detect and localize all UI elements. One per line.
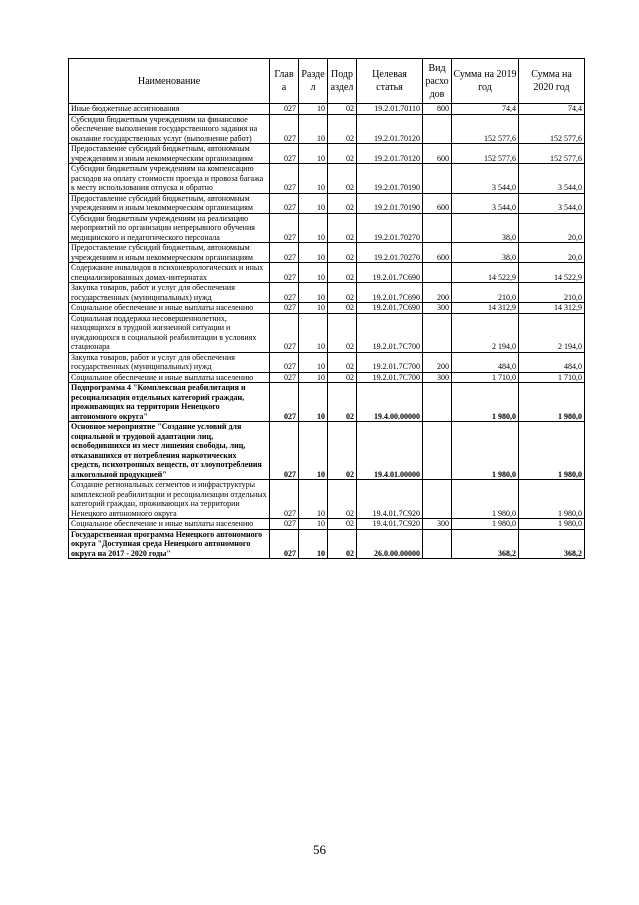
cell-sum-2019: 14 312,9 [452, 303, 519, 314]
table-row [69, 114, 585, 144]
cell-podrazdel: 02 [328, 529, 357, 559]
header-razdel: Разде л [299, 59, 328, 104]
cell-glava: 027 [270, 313, 299, 352]
cell-vid: 200 [423, 283, 452, 303]
cell-target: 19.2.01.7С700 [357, 372, 423, 383]
cell-name: Иные бюджетные ассигнования [69, 104, 270, 115]
cell-target: 19.2.01.70270 [357, 243, 423, 263]
cell-sum-2020: 1 980,0 [519, 383, 585, 422]
cell-glava: 027 [270, 529, 299, 559]
cell-glava: 027 [270, 243, 299, 263]
cell-razdel: 10 [299, 383, 328, 422]
cell-sum-2019: 14 522,9 [452, 263, 519, 283]
cell-target: 19.2.01.7С700 [357, 352, 423, 372]
cell-sum-2019: 1 980,0 [452, 519, 519, 530]
cell-vid [423, 313, 452, 352]
cell-sum-2019: 1 980,0 [452, 383, 519, 422]
cell-target: 19.2.01.7С690 [357, 303, 423, 314]
header-vid: Вид расхо дов [423, 59, 452, 104]
cell-razdel: 10 [299, 519, 328, 530]
cell-razdel: 10 [299, 263, 328, 283]
cell-name: Субсидии бюджетным учреждениям на реализацию мероприятий по организации непрерывного обучения медицинского и педагогического персонала [69, 213, 270, 243]
cell-glava: 027 [270, 352, 299, 372]
header-podrazdel: Подр аздел [328, 59, 357, 104]
cell-target: 19.2.01.70190 [357, 164, 423, 194]
cell-podrazdel: 02 [328, 519, 357, 530]
cell-target: 19.2.01.70120 [357, 144, 423, 164]
table-row [69, 164, 585, 194]
cell-razdel: 10 [299, 144, 328, 164]
cell-sum-2019: 368,2 [452, 529, 519, 559]
cell-sum-2020: 368,2 [519, 529, 585, 559]
cell-sum-2019: 74,4 [452, 104, 519, 115]
table-row [69, 144, 585, 164]
cell-target: 19.2.01.70120 [357, 114, 423, 144]
cell-name: Государственная программа Ненецкого автономного округа "Доступная среда Ненецкого автономного округа на 2017 - 2020 годы" [69, 529, 270, 559]
cell-vid: 600 [423, 193, 452, 213]
cell-name: Социальное обеспечение и иные выплаты населению [69, 372, 270, 383]
cell-vid: 800 [423, 104, 452, 115]
cell-sum-2020: 1 710,0 [519, 372, 585, 383]
cell-podrazdel: 02 [328, 480, 357, 519]
cell-name: Социальное обеспечение и иные выплаты населению [69, 303, 270, 314]
cell-glava: 027 [270, 114, 299, 144]
cell-name: Предоставление субсидий бюджетным, автономным учреждениям и иным некоммерческим организациям [69, 144, 270, 164]
table-row [69, 372, 585, 383]
cell-sum-2019: 1 980,0 [452, 422, 519, 480]
cell-podrazdel: 02 [328, 383, 357, 422]
cell-glava: 027 [270, 480, 299, 519]
header-glava: Глав а [270, 59, 299, 104]
cell-name: Предоставление субсидий бюджетным, автономным учреждениям и иным некоммерческим организациям [69, 243, 270, 263]
table-row [69, 480, 585, 519]
table-row [69, 263, 585, 283]
cell-name: Субсидии бюджетным учреждениям на компенсацию расходов на оплату стоимости проезда и провоза багажа к месту использования отпуска и обратно [69, 164, 270, 194]
cell-sum-2020: 1 980,0 [519, 519, 585, 530]
cell-sum-2020: 484,0 [519, 352, 585, 372]
cell-sum-2020: 74,4 [519, 104, 585, 115]
cell-name: Социальная поддержка несовершеннолетних, находящихся в трудной жизненной ситуации и нуждающихся в социальной реабилитации в условиях стационара [69, 313, 270, 352]
cell-vid: 300 [423, 372, 452, 383]
cell-vid [423, 114, 452, 144]
cell-sum-2020: 3 544,0 [519, 193, 585, 213]
cell-podrazdel: 02 [328, 193, 357, 213]
cell-podrazdel: 02 [328, 303, 357, 314]
cell-name: Социальное обеспечение и иные выплаты населению [69, 519, 270, 530]
cell-sum-2020: 2 194,0 [519, 313, 585, 352]
cell-glava: 027 [270, 383, 299, 422]
cell-razdel: 10 [299, 213, 328, 243]
cell-name: Создание региональных сегментов и инфраструктуры комплексной реабилитации и ресоциализации отдельных категорий граждан, проживающих на территории Ненецкого автономного округа [69, 480, 270, 519]
cell-sum-2020: 1 980,0 [519, 422, 585, 480]
table-row [69, 519, 585, 530]
cell-glava: 027 [270, 193, 299, 213]
cell-target: 19.4.00.00000 [357, 383, 423, 422]
page-number: 56 [313, 842, 326, 857]
cell-target: 19.2.01.70190 [357, 193, 423, 213]
cell-sum-2020: 14 522,9 [519, 263, 585, 283]
cell-podrazdel: 02 [328, 372, 357, 383]
cell-razdel: 10 [299, 243, 328, 263]
cell-glava: 027 [270, 213, 299, 243]
table-row [69, 193, 585, 213]
cell-podrazdel: 02 [328, 352, 357, 372]
cell-sum-2019: 484,0 [452, 352, 519, 372]
cell-sum-2020: 1 980,0 [519, 480, 585, 519]
cell-razdel: 10 [299, 283, 328, 303]
cell-name: Закупка товаров, работ и услуг для обеспечения государственных (муниципальных) нужд [69, 283, 270, 303]
cell-glava: 027 [270, 422, 299, 480]
cell-razdel: 10 [299, 372, 328, 383]
cell-sum-2020: 3 544,0 [519, 164, 585, 194]
cell-podrazdel: 02 [328, 164, 357, 194]
cell-name: Содержание инвалидов в психоневрологических и иных специализированных домах-интернатах [69, 263, 270, 283]
cell-sum-2020: 152 577,6 [519, 114, 585, 144]
cell-name: Закупка товаров, работ и услуг для обеспечения государственных (муниципальных) нужд [69, 352, 270, 372]
cell-target: 19.2.01.70270 [357, 213, 423, 243]
cell-vid [423, 383, 452, 422]
table-row [69, 383, 585, 422]
table-row [69, 303, 585, 314]
cell-podrazdel: 02 [328, 213, 357, 243]
cell-name: Подпрограмма 4 "Комплексная реабилитация и ресоциализация отдельных категорий граждан, проживающих на территории Ненецкого автономного округа" [69, 383, 270, 422]
cell-name: Предоставление субсидий бюджетным, автономным учреждениям и иным некоммерческим организациям [69, 193, 270, 213]
table-row [69, 104, 585, 115]
cell-target: 19.2.01.7С690 [357, 263, 423, 283]
cell-vid: 200 [423, 352, 452, 372]
cell-razdel: 10 [299, 303, 328, 314]
cell-sum-2020: 152 577,6 [519, 144, 585, 164]
cell-target: 19.4.01.7С920 [357, 480, 423, 519]
cell-razdel: 10 [299, 114, 328, 144]
cell-glava: 027 [270, 283, 299, 303]
table-row [69, 213, 585, 243]
cell-target: 19.4.01.00000 [357, 422, 423, 480]
cell-sum-2019: 1 710,0 [452, 372, 519, 383]
cell-vid [423, 263, 452, 283]
cell-razdel: 10 [299, 529, 328, 559]
cell-target: 26.0.00.00000 [357, 529, 423, 559]
cell-sum-2020: 210,0 [519, 283, 585, 303]
cell-glava: 027 [270, 372, 299, 383]
cell-razdel: 10 [299, 422, 328, 480]
cell-target: 19.2.01.7С690 [357, 283, 423, 303]
cell-vid [423, 529, 452, 559]
cell-vid: 300 [423, 303, 452, 314]
cell-sum-2019: 210,0 [452, 283, 519, 303]
cell-sum-2019: 152 577,6 [452, 144, 519, 164]
cell-sum-2020: 20,0 [519, 243, 585, 263]
cell-name: Субсидии бюджетным учреждениям на финансовое обеспечение выполнения государственного задания на оказание государственных услуг (выполнение работ) [69, 114, 270, 144]
cell-podrazdel: 02 [328, 144, 357, 164]
header-target: Целевая статья [357, 59, 423, 104]
table-header-row [69, 59, 585, 104]
cell-sum-2019: 3 544,0 [452, 193, 519, 213]
table-body [69, 104, 585, 559]
cell-name: Основное мероприятие "Создание условий для социальной и трудовой адаптации лиц, освободившихся из мест лишения свободы, лиц, отказавшихся от потребления наркотических средств, психотропных веществ, от злоупотребления алкогольной продукцией" [69, 422, 270, 480]
cell-sum-2019: 152 577,6 [452, 114, 519, 144]
budget-table [68, 58, 585, 559]
cell-sum-2019: 38,0 [452, 213, 519, 243]
table-row [69, 529, 585, 559]
header-sum-2019: Сумма на 2019 год [452, 59, 519, 104]
cell-glava: 027 [270, 263, 299, 283]
cell-sum-2019: 2 194,0 [452, 313, 519, 352]
cell-podrazdel: 02 [328, 104, 357, 115]
cell-podrazdel: 02 [328, 263, 357, 283]
cell-glava: 027 [270, 519, 299, 530]
cell-sum-2019: 3 544,0 [452, 164, 519, 194]
cell-razdel: 10 [299, 313, 328, 352]
table-row [69, 283, 585, 303]
cell-vid: 600 [423, 243, 452, 263]
cell-glava: 027 [270, 104, 299, 115]
header-sum-2020: Сумма на 2020 год [519, 59, 585, 104]
cell-razdel: 10 [299, 164, 328, 194]
cell-glava: 027 [270, 303, 299, 314]
cell-sum-2019: 38,0 [452, 243, 519, 263]
cell-glava: 027 [270, 164, 299, 194]
cell-sum-2019: 1 980,0 [452, 480, 519, 519]
cell-vid [423, 164, 452, 194]
cell-sum-2020: 20,0 [519, 213, 585, 243]
cell-razdel: 10 [299, 193, 328, 213]
table-row [69, 243, 585, 263]
cell-podrazdel: 02 [328, 313, 357, 352]
cell-razdel: 10 [299, 352, 328, 372]
cell-podrazdel: 02 [328, 243, 357, 263]
cell-vid: 600 [423, 144, 452, 164]
cell-vid: 300 [423, 519, 452, 530]
cell-target: 19.4.01.7С920 [357, 519, 423, 530]
table-row [69, 422, 585, 480]
cell-target: 19.2.01.70110 [357, 104, 423, 115]
cell-target: 19.2.01.7С700 [357, 313, 423, 352]
table-row [69, 352, 585, 372]
cell-sum-2020: 14 312,9 [519, 303, 585, 314]
cell-vid [423, 422, 452, 480]
header-name: Наименование [69, 59, 270, 104]
cell-razdel: 10 [299, 480, 328, 519]
table-row [69, 313, 585, 352]
cell-podrazdel: 02 [328, 422, 357, 480]
cell-razdel: 10 [299, 104, 328, 115]
cell-podrazdel: 02 [328, 114, 357, 144]
cell-podrazdel: 02 [328, 283, 357, 303]
cell-glava: 027 [270, 144, 299, 164]
cell-vid [423, 213, 452, 243]
cell-vid [423, 480, 452, 519]
